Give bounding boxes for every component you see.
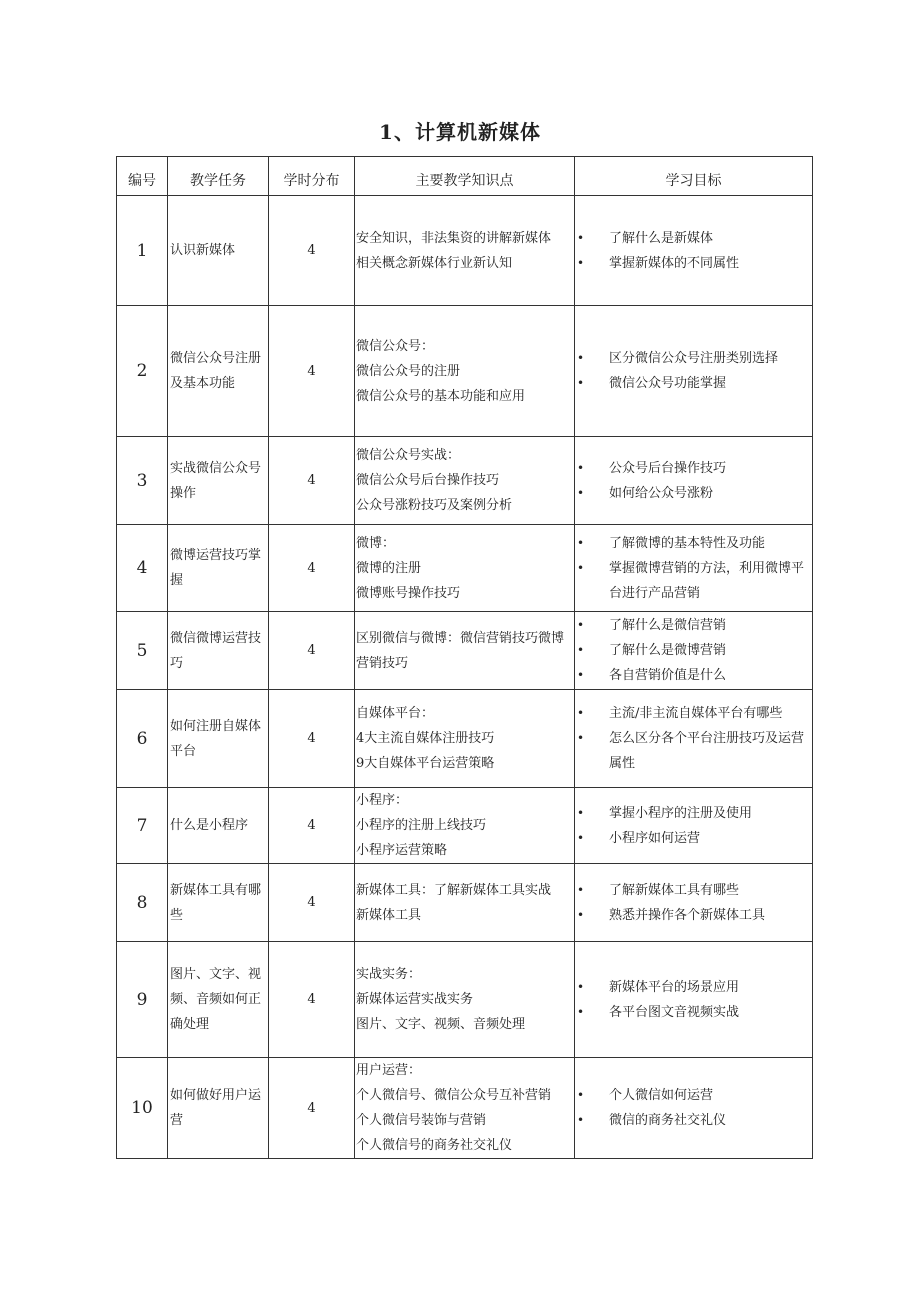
knowledge-point: 微信公众号的注册	[356, 363, 461, 379]
goal-text: 了解什么是微博营销	[609, 643, 727, 658]
knowledge-point: 用户运营：	[356, 1063, 422, 1078]
knowledge-point: 微博的注册	[356, 560, 422, 576]
page-title: 1、计算机新媒体	[379, 120, 541, 144]
row-task: 如何注册自媒体平台	[168, 690, 269, 788]
goal-text: 了解什么是新媒体	[609, 230, 714, 246]
table-row	[117, 437, 813, 525]
goal-text: 各平台图文音视频实战	[609, 1004, 740, 1020]
row-knowledge-points	[355, 525, 575, 612]
row-knowledge-points	[355, 690, 575, 788]
table-row	[117, 690, 813, 788]
header-number: 编号	[117, 157, 168, 196]
row-learning-goals	[575, 612, 813, 690]
knowledge-point: 个人微信号的商务社交礼仪	[356, 1138, 513, 1153]
goal-item	[575, 638, 812, 663]
knowledge-point: 微信公众号后台操作技巧	[356, 473, 500, 488]
knowledge-point: 新媒体工具：了解新媒体工具实战	[356, 882, 552, 898]
bullet-icon: •	[577, 560, 585, 575]
row-task: 微信微博运营技巧	[168, 612, 269, 690]
knowledge-point: 个人微信号装饰与营销	[356, 1113, 487, 1128]
row-number: 3	[117, 437, 168, 525]
row-number: 1	[117, 196, 168, 306]
bullet-icon: •	[577, 351, 585, 365]
table-row	[117, 306, 813, 437]
knowledge-point: 9大自媒体平台运营策略	[356, 756, 495, 771]
goal-item	[575, 975, 812, 1000]
table-row	[117, 942, 813, 1058]
goal-item	[575, 346, 812, 371]
knowledge-point: 相关概念新媒体行业新认知	[356, 255, 513, 271]
table-row	[117, 612, 813, 690]
goal-item	[575, 556, 812, 606]
bullet-icon: •	[577, 979, 585, 994]
row-learning-goals	[575, 1058, 813, 1159]
goal-text: 主流/非主流自媒体平台有哪些	[609, 706, 783, 721]
goal-item	[575, 903, 812, 928]
row-number: 6	[117, 690, 168, 788]
goal-item	[575, 726, 812, 776]
goal-item	[575, 826, 812, 851]
table-row	[117, 1058, 813, 1159]
knowledge-point: 自媒体平台：	[356, 706, 435, 721]
row-knowledge-points	[355, 864, 575, 942]
knowledge-point: 微博账号操作技巧	[356, 585, 461, 601]
row-number: 9	[117, 942, 168, 1058]
goal-text: 了解什么是微信营销	[609, 618, 727, 633]
row-learning-goals	[575, 788, 813, 864]
table-row	[117, 788, 813, 864]
bullet-icon: •	[577, 830, 585, 845]
goal-text: 公众号后台操作技巧	[609, 460, 727, 476]
goal-text: 各自营销价值是什么	[609, 668, 727, 683]
goal-list	[575, 1083, 812, 1133]
knowledge-point: 小程序的注册上线技巧	[356, 818, 487, 833]
goal-item	[575, 371, 812, 396]
knowledge-point: 微信公众号的基本功能和应用	[356, 388, 526, 404]
goal-item	[575, 481, 812, 506]
goal-item	[575, 1000, 812, 1025]
goal-text: 区分微信公众号注册类别选择	[609, 351, 779, 366]
row-task: 认识新媒体	[168, 196, 269, 306]
goal-item	[575, 456, 812, 481]
row-hours: 4	[269, 864, 355, 942]
bullet-icon: •	[577, 907, 585, 922]
row-number: 4	[117, 525, 168, 612]
row-task: 图片、文字、视频、音频如何正确处理	[168, 942, 269, 1058]
goal-text: 微信的商务社交礼仪	[609, 1113, 727, 1128]
goal-list	[575, 613, 812, 688]
row-task: 微信公众号注册及基本功能	[168, 306, 269, 437]
goal-text: 小程序如何运营	[609, 830, 701, 846]
knowledge-point: 公众号涨粉技巧及案例分析	[356, 498, 513, 513]
bullet-icon: •	[577, 1004, 585, 1019]
knowledge-point: 新媒体运营实战实务	[356, 992, 474, 1007]
bullet-icon: •	[577, 255, 585, 270]
row-hours: 4	[269, 306, 355, 437]
goal-text: 了解新媒体工具有哪些	[609, 882, 740, 898]
knowledge-point: 小程序：	[356, 793, 409, 808]
bullet-icon: •	[577, 230, 585, 245]
bullet-icon: •	[577, 485, 585, 500]
header-knowledge-points: 主要教学知识点	[355, 157, 575, 196]
row-knowledge-points	[355, 306, 575, 437]
goal-list	[575, 801, 812, 851]
goal-text: 微信公众号功能掌握	[609, 376, 727, 391]
header-hours: 学时分布	[269, 157, 355, 196]
header-row	[117, 157, 813, 196]
goal-text: 怎么区分各个平台注册技巧及运营属性	[609, 731, 805, 771]
row-learning-goals	[575, 942, 813, 1058]
goal-list	[575, 531, 812, 606]
row-hours: 4	[269, 196, 355, 306]
row-number: 8	[117, 864, 168, 942]
goal-list	[575, 878, 812, 928]
goal-text: 如何给公众号涨粉	[609, 485, 714, 501]
knowledge-point: 营销技巧	[356, 655, 409, 671]
bullet-icon: •	[577, 1088, 585, 1102]
goal-item	[575, 531, 812, 556]
row-hours: 4	[269, 788, 355, 864]
knowledge-point: 微博：	[356, 535, 396, 551]
knowledge-point: 4大主流自媒体注册技巧	[356, 731, 495, 746]
knowledge-point: 个人微信号、微信公众号互补营销	[356, 1088, 552, 1103]
row-task: 如何做好用户运营	[168, 1058, 269, 1159]
row-learning-goals	[575, 196, 813, 306]
goal-text: 新媒体平台的场景应用	[609, 979, 740, 995]
knowledge-point: 安全知识，非法集资的讲解新媒体	[356, 230, 552, 246]
goal-item	[575, 613, 812, 638]
syllabus-table	[116, 156, 813, 1159]
row-knowledge-points	[355, 196, 575, 306]
bullet-icon: •	[577, 643, 585, 657]
table-row	[117, 864, 813, 942]
goal-text: 个人微信如何运营	[609, 1088, 714, 1103]
row-knowledge-points	[355, 942, 575, 1058]
row-number: 7	[117, 788, 168, 864]
knowledge-point: 实战实务：	[356, 967, 422, 982]
row-hours: 4	[269, 690, 355, 788]
bullet-icon: •	[577, 460, 585, 475]
bullet-icon: •	[577, 805, 585, 820]
row-knowledge-points	[355, 788, 575, 864]
goal-item	[575, 1083, 812, 1108]
goal-list	[575, 701, 812, 776]
row-learning-goals	[575, 306, 813, 437]
goal-list	[575, 346, 812, 396]
goal-item	[575, 801, 812, 826]
knowledge-point: 微信公众号实战：	[356, 448, 461, 463]
row-task: 新媒体工具有哪些	[168, 864, 269, 942]
bullet-icon: •	[577, 535, 585, 550]
row-learning-goals	[575, 690, 813, 788]
row-number: 10	[117, 1058, 168, 1159]
row-knowledge-points	[355, 1058, 575, 1159]
bullet-icon: •	[577, 376, 585, 390]
row-task: 实战微信公众号操作	[168, 437, 269, 525]
row-task: 什么是小程序	[168, 788, 269, 864]
knowledge-point: 小程序运营策略	[356, 843, 448, 858]
goal-list	[575, 975, 812, 1025]
knowledge-point: 新媒体工具	[356, 907, 422, 923]
row-number: 2	[117, 306, 168, 437]
row-hours: 4	[269, 437, 355, 525]
bullet-icon: •	[577, 731, 585, 745]
goal-text: 了解微博的基本特性及功能	[609, 535, 766, 551]
knowledge-point: 区别微信与微博：微信营销技巧微博	[356, 630, 565, 646]
table-row	[117, 525, 813, 612]
goal-item	[575, 701, 812, 726]
knowledge-point: 图片、文字、视频、音频处理	[356, 1017, 526, 1032]
goal-list	[575, 456, 812, 506]
goal-list	[575, 226, 812, 276]
row-hours: 4	[269, 942, 355, 1058]
goal-item	[575, 663, 812, 688]
row-learning-goals	[575, 437, 813, 525]
row-hours: 4	[269, 1058, 355, 1159]
goal-text: 熟悉并操作各个新媒体工具	[609, 907, 766, 923]
bullet-icon: •	[577, 882, 585, 897]
bullet-icon: •	[577, 668, 585, 682]
knowledge-point: 微信公众号：	[356, 338, 435, 354]
bullet-icon: •	[577, 706, 585, 720]
row-knowledge-points	[355, 437, 575, 525]
row-task: 微博运营技巧掌握	[168, 525, 269, 612]
row-knowledge-points	[355, 612, 575, 690]
goal-text: 掌握新媒体的不同属性	[609, 255, 740, 271]
bullet-icon: •	[577, 1113, 585, 1127]
goal-item	[575, 226, 812, 251]
goal-item	[575, 878, 812, 903]
row-learning-goals	[575, 525, 813, 612]
goal-item	[575, 251, 812, 276]
bullet-icon: •	[577, 618, 585, 632]
header-task: 教学任务	[168, 157, 269, 196]
row-learning-goals	[575, 864, 813, 942]
row-hours: 4	[269, 525, 355, 612]
goal-item	[575, 1108, 812, 1133]
row-number: 5	[117, 612, 168, 690]
row-hours: 4	[269, 612, 355, 690]
goal-text: 掌握小程序的注册及使用	[609, 805, 753, 821]
table-row	[117, 196, 813, 306]
header-learning-goals: 学习目标	[575, 157, 813, 196]
goal-text: 掌握微博营销的方法，利用微博平台进行产品营销	[609, 560, 805, 601]
